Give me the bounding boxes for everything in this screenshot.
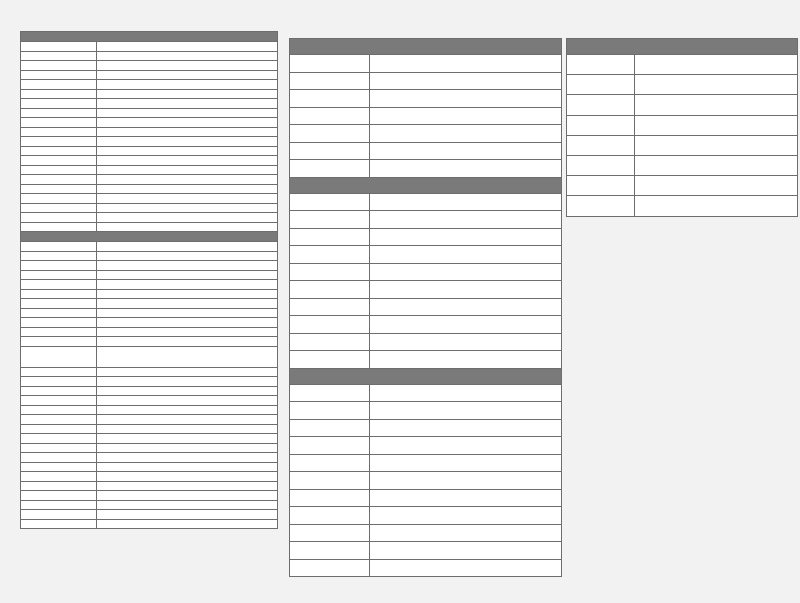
section-header bbox=[21, 232, 278, 242]
code-cell bbox=[290, 55, 370, 73]
table-row bbox=[21, 367, 278, 377]
code-cell bbox=[567, 115, 635, 135]
table-row bbox=[290, 489, 562, 507]
code-cell bbox=[290, 333, 370, 351]
table-row bbox=[21, 500, 278, 510]
section-header-row bbox=[567, 39, 798, 55]
table-row bbox=[21, 462, 278, 472]
code-cell bbox=[21, 481, 97, 491]
name-cell bbox=[370, 402, 562, 420]
name-cell bbox=[97, 367, 278, 377]
table-row bbox=[290, 542, 562, 560]
name-cell bbox=[370, 160, 562, 178]
code-cell bbox=[21, 308, 97, 318]
table-row bbox=[567, 135, 798, 155]
section-header-row bbox=[290, 368, 562, 384]
code-cell bbox=[290, 384, 370, 402]
name-cell bbox=[97, 327, 278, 337]
code-cell bbox=[21, 386, 97, 396]
code-cell bbox=[290, 72, 370, 90]
code-cell bbox=[567, 155, 635, 175]
table-row bbox=[290, 524, 562, 542]
name-cell bbox=[370, 472, 562, 490]
name-cell bbox=[97, 481, 278, 491]
name-cell bbox=[97, 89, 278, 99]
name-cell bbox=[370, 489, 562, 507]
table-row bbox=[290, 263, 562, 281]
table-row bbox=[21, 415, 278, 425]
name-cell bbox=[97, 137, 278, 147]
code-cell bbox=[21, 146, 97, 156]
code-cell bbox=[21, 242, 97, 252]
name-cell bbox=[370, 72, 562, 90]
name-cell bbox=[370, 142, 562, 160]
name-cell bbox=[97, 318, 278, 328]
table-row bbox=[567, 176, 798, 196]
table-row bbox=[21, 299, 278, 309]
table-row bbox=[290, 107, 562, 125]
table-row bbox=[21, 337, 278, 347]
code-cell bbox=[21, 156, 97, 166]
code-cell bbox=[21, 453, 97, 463]
table-row bbox=[290, 228, 562, 246]
table-row bbox=[21, 127, 278, 137]
name-cell bbox=[97, 434, 278, 444]
name-cell bbox=[97, 80, 278, 90]
table-row bbox=[21, 156, 278, 166]
table-row bbox=[567, 95, 798, 115]
table-row bbox=[290, 193, 562, 211]
name-cell bbox=[97, 165, 278, 175]
name-cell bbox=[97, 70, 278, 80]
code-cell bbox=[21, 424, 97, 434]
table-row bbox=[290, 72, 562, 90]
code-cell bbox=[21, 137, 97, 147]
table-row bbox=[21, 118, 278, 128]
code-cell bbox=[21, 118, 97, 128]
table-row bbox=[21, 346, 278, 367]
name-cell bbox=[635, 176, 798, 196]
code-cell bbox=[290, 228, 370, 246]
code-cell bbox=[21, 184, 97, 194]
code-cell bbox=[21, 377, 97, 387]
name-cell bbox=[97, 242, 278, 252]
table-row bbox=[290, 246, 562, 264]
table-row bbox=[21, 519, 278, 529]
name-cell bbox=[370, 524, 562, 542]
name-cell bbox=[370, 419, 562, 437]
name-cell bbox=[370, 559, 562, 577]
code-cell bbox=[290, 160, 370, 178]
section-header-row bbox=[21, 232, 278, 242]
table-row bbox=[290, 211, 562, 229]
name-cell bbox=[635, 155, 798, 175]
table-row bbox=[21, 280, 278, 290]
code-cell bbox=[21, 396, 97, 406]
name-cell bbox=[370, 437, 562, 455]
code-cell bbox=[290, 125, 370, 143]
commodity-table-c bbox=[566, 38, 798, 217]
table-row bbox=[21, 99, 278, 109]
code-cell bbox=[21, 299, 97, 309]
section-header bbox=[290, 39, 562, 55]
code-cell bbox=[21, 327, 97, 337]
code-cell bbox=[290, 454, 370, 472]
name-cell bbox=[97, 175, 278, 185]
table-row bbox=[21, 203, 278, 213]
name-cell bbox=[97, 491, 278, 501]
code-cell bbox=[21, 175, 97, 185]
code-cell bbox=[21, 270, 97, 280]
name-cell bbox=[97, 519, 278, 529]
code-cell bbox=[567, 55, 635, 75]
name-cell bbox=[370, 55, 562, 73]
section-header-row bbox=[290, 177, 562, 193]
table-row bbox=[21, 70, 278, 80]
table-row bbox=[21, 184, 278, 194]
name-cell bbox=[97, 99, 278, 109]
name-cell bbox=[97, 213, 278, 223]
name-cell bbox=[370, 125, 562, 143]
code-cell bbox=[290, 246, 370, 264]
table-row bbox=[21, 424, 278, 434]
table-row bbox=[21, 472, 278, 482]
section-header-row bbox=[21, 32, 278, 42]
name-cell bbox=[97, 108, 278, 118]
code-cell bbox=[21, 500, 97, 510]
table-row bbox=[290, 454, 562, 472]
table-row bbox=[21, 213, 278, 223]
code-cell bbox=[567, 176, 635, 196]
table-row bbox=[21, 386, 278, 396]
table-row bbox=[290, 384, 562, 402]
code-cell bbox=[21, 89, 97, 99]
code-cell bbox=[290, 193, 370, 211]
code-cell bbox=[21, 491, 97, 501]
name-cell bbox=[370, 316, 562, 334]
code-cell bbox=[21, 51, 97, 61]
code-cell bbox=[290, 542, 370, 560]
code-cell bbox=[567, 135, 635, 155]
name-cell bbox=[97, 337, 278, 347]
table-row bbox=[21, 308, 278, 318]
table-row bbox=[290, 472, 562, 490]
code-cell bbox=[290, 281, 370, 299]
table-row bbox=[21, 270, 278, 280]
code-cell bbox=[290, 559, 370, 577]
commodity-table-a bbox=[20, 31, 278, 529]
name-cell bbox=[370, 333, 562, 351]
code-cell bbox=[21, 443, 97, 453]
name-cell bbox=[97, 415, 278, 425]
code-cell bbox=[290, 507, 370, 525]
name-cell bbox=[97, 472, 278, 482]
section-header bbox=[21, 32, 278, 42]
table-row bbox=[290, 142, 562, 160]
name-cell bbox=[97, 194, 278, 204]
section-header-row bbox=[290, 39, 562, 55]
code-cell bbox=[290, 90, 370, 108]
name-cell bbox=[97, 270, 278, 280]
name-cell bbox=[635, 75, 798, 95]
table-row bbox=[21, 289, 278, 299]
code-cell bbox=[21, 318, 97, 328]
code-cell bbox=[290, 263, 370, 281]
table-row bbox=[290, 437, 562, 455]
name-cell bbox=[97, 184, 278, 194]
code-cell bbox=[290, 437, 370, 455]
code-cell bbox=[290, 472, 370, 490]
name-cell bbox=[370, 246, 562, 264]
name-cell bbox=[370, 90, 562, 108]
name-cell bbox=[97, 299, 278, 309]
table-row bbox=[567, 115, 798, 135]
table-row bbox=[21, 137, 278, 147]
table-row bbox=[21, 327, 278, 337]
code-cell bbox=[21, 405, 97, 415]
code-cell bbox=[290, 142, 370, 160]
code-cell bbox=[567, 75, 635, 95]
name-cell bbox=[97, 118, 278, 128]
commodity-table-b bbox=[289, 38, 562, 577]
table-row bbox=[21, 242, 278, 252]
name-cell bbox=[97, 405, 278, 415]
table-row bbox=[290, 507, 562, 525]
name-cell bbox=[97, 308, 278, 318]
name-cell bbox=[97, 386, 278, 396]
name-cell bbox=[635, 95, 798, 115]
name-cell bbox=[635, 55, 798, 75]
table-row bbox=[21, 61, 278, 71]
name-cell bbox=[97, 127, 278, 137]
code-cell bbox=[21, 280, 97, 290]
name-cell bbox=[370, 542, 562, 560]
code-cell bbox=[290, 419, 370, 437]
code-cell bbox=[21, 194, 97, 204]
code-cell bbox=[21, 42, 97, 52]
code-cell bbox=[21, 213, 97, 223]
table-row bbox=[21, 396, 278, 406]
code-cell bbox=[21, 108, 97, 118]
table-row bbox=[290, 559, 562, 577]
code-cell bbox=[290, 316, 370, 334]
name-cell bbox=[97, 453, 278, 463]
table-row bbox=[290, 316, 562, 334]
table-row bbox=[21, 434, 278, 444]
name-cell bbox=[97, 251, 278, 261]
table-row bbox=[290, 160, 562, 178]
code-cell bbox=[21, 367, 97, 377]
table-row bbox=[21, 108, 278, 118]
code-cell bbox=[290, 298, 370, 316]
table-row bbox=[21, 89, 278, 99]
table-row bbox=[21, 251, 278, 261]
table-row bbox=[290, 351, 562, 369]
table-row bbox=[290, 281, 562, 299]
code-cell bbox=[21, 251, 97, 261]
table-row bbox=[21, 481, 278, 491]
code-cell bbox=[21, 346, 97, 367]
code-cell bbox=[21, 203, 97, 213]
code-cell bbox=[21, 472, 97, 482]
table-row bbox=[21, 405, 278, 415]
table-row bbox=[567, 75, 798, 95]
name-cell bbox=[97, 261, 278, 271]
table-row bbox=[21, 377, 278, 387]
name-cell bbox=[97, 42, 278, 52]
code-cell bbox=[290, 211, 370, 229]
code-cell bbox=[290, 107, 370, 125]
code-cell bbox=[21, 261, 97, 271]
name-cell bbox=[97, 203, 278, 213]
name-cell bbox=[97, 51, 278, 61]
code-cell bbox=[21, 519, 97, 529]
section-header bbox=[290, 368, 562, 384]
name-cell bbox=[635, 135, 798, 155]
code-cell bbox=[21, 415, 97, 425]
table-row bbox=[290, 90, 562, 108]
table-row bbox=[290, 333, 562, 351]
code-cell bbox=[567, 95, 635, 115]
name-cell bbox=[97, 443, 278, 453]
name-cell bbox=[370, 454, 562, 472]
table-row bbox=[21, 491, 278, 501]
code-cell bbox=[21, 337, 97, 347]
code-cell bbox=[21, 165, 97, 175]
name-cell bbox=[97, 280, 278, 290]
table-row bbox=[21, 80, 278, 90]
code-cell bbox=[21, 222, 97, 232]
section-header bbox=[567, 39, 798, 55]
code-cell bbox=[21, 61, 97, 71]
name-cell bbox=[370, 298, 562, 316]
name-cell bbox=[97, 377, 278, 387]
name-cell bbox=[97, 222, 278, 232]
name-cell bbox=[97, 61, 278, 71]
name-cell bbox=[370, 107, 562, 125]
name-cell bbox=[370, 228, 562, 246]
table-row bbox=[21, 453, 278, 463]
code-cell bbox=[21, 434, 97, 444]
section-header bbox=[290, 177, 562, 193]
table-row bbox=[21, 146, 278, 156]
name-cell bbox=[97, 500, 278, 510]
table-row bbox=[21, 165, 278, 175]
code-cell bbox=[21, 99, 97, 109]
name-cell bbox=[97, 346, 278, 367]
code-cell bbox=[21, 510, 97, 520]
table-row bbox=[21, 51, 278, 61]
table-row bbox=[21, 42, 278, 52]
name-cell bbox=[97, 462, 278, 472]
table-row bbox=[21, 443, 278, 453]
table-row bbox=[21, 194, 278, 204]
code-cell bbox=[290, 402, 370, 420]
code-cell bbox=[21, 80, 97, 90]
table-row bbox=[567, 55, 798, 75]
name-cell bbox=[97, 510, 278, 520]
table-row bbox=[21, 175, 278, 185]
table-row bbox=[21, 261, 278, 271]
code-cell bbox=[21, 462, 97, 472]
code-cell bbox=[290, 351, 370, 369]
table-row bbox=[290, 55, 562, 73]
name-cell bbox=[370, 507, 562, 525]
table-row bbox=[567, 196, 798, 216]
table-row bbox=[290, 402, 562, 420]
code-cell bbox=[21, 70, 97, 80]
table-row bbox=[567, 155, 798, 175]
name-cell bbox=[370, 263, 562, 281]
table-row bbox=[290, 125, 562, 143]
name-cell bbox=[370, 193, 562, 211]
table-row bbox=[21, 318, 278, 328]
name-cell bbox=[97, 396, 278, 406]
name-cell bbox=[370, 211, 562, 229]
name-cell bbox=[370, 351, 562, 369]
name-cell bbox=[370, 281, 562, 299]
code-cell bbox=[21, 127, 97, 137]
code-cell bbox=[290, 489, 370, 507]
code-cell bbox=[21, 289, 97, 299]
name-cell bbox=[97, 289, 278, 299]
table-row bbox=[21, 510, 278, 520]
name-cell bbox=[97, 424, 278, 434]
name-cell bbox=[370, 384, 562, 402]
name-cell bbox=[635, 115, 798, 135]
name-cell bbox=[635, 196, 798, 216]
table-row bbox=[290, 419, 562, 437]
code-cell bbox=[567, 196, 635, 216]
name-cell bbox=[97, 146, 278, 156]
table-row bbox=[290, 298, 562, 316]
code-cell bbox=[290, 524, 370, 542]
name-cell bbox=[97, 156, 278, 166]
table-row bbox=[21, 222, 278, 232]
